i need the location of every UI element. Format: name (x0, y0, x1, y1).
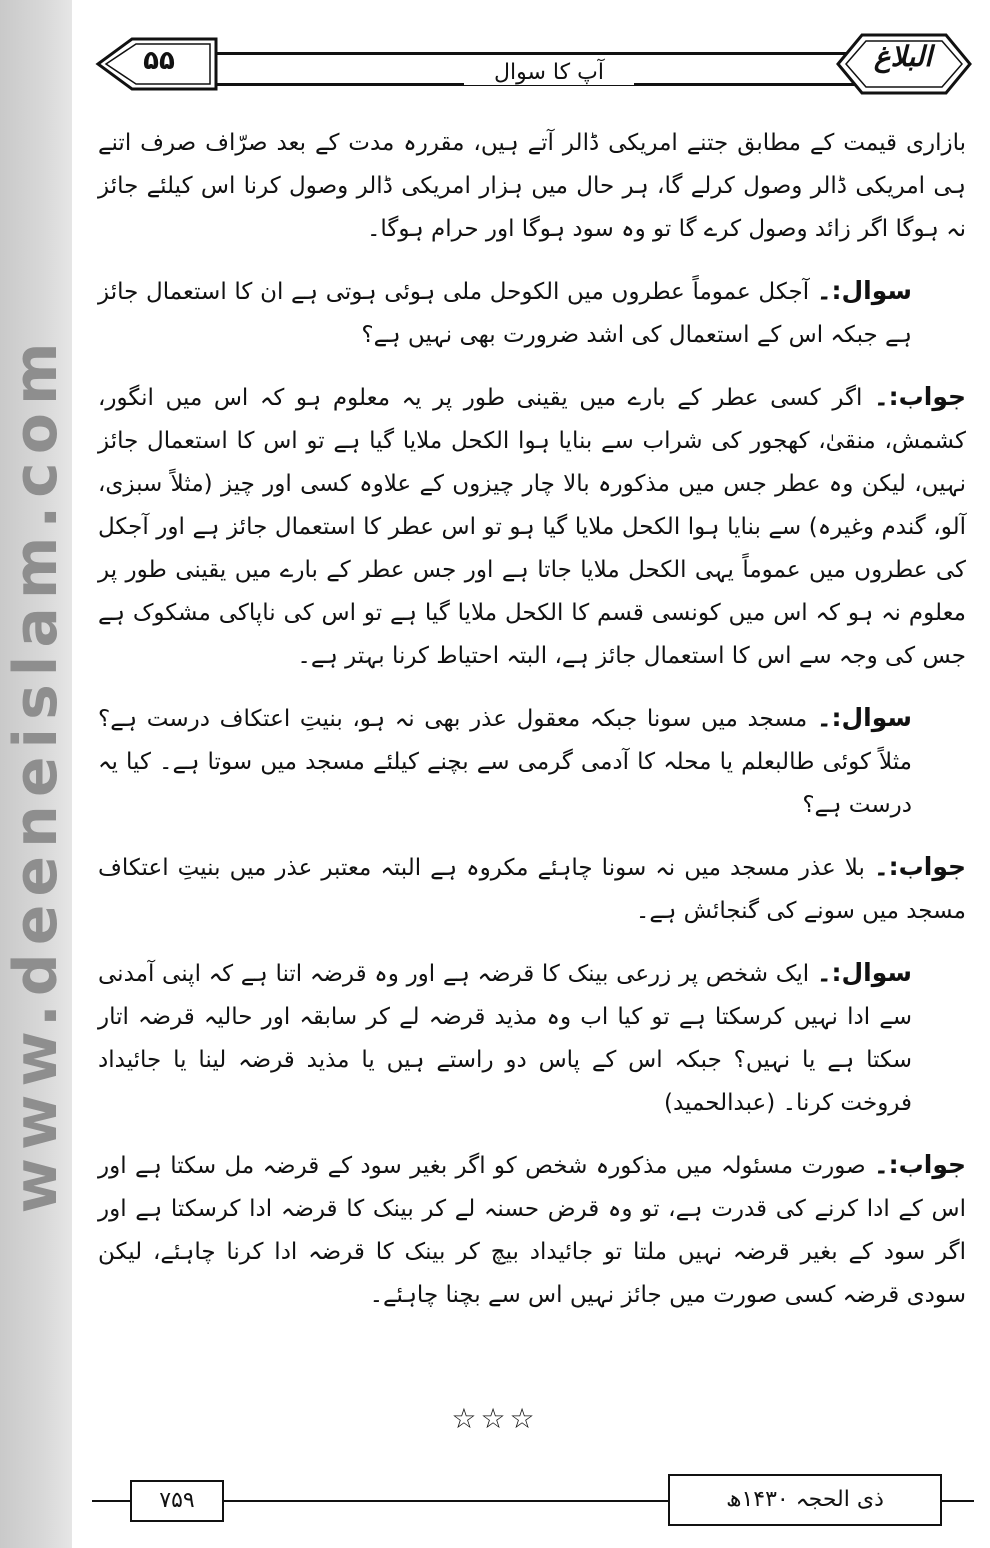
question-paragraph (98, 269, 966, 357)
question-paragraph (98, 696, 966, 827)
answer-paragraph (98, 1143, 966, 1317)
question-label: سوال:۔ (816, 276, 913, 305)
answer-paragraph (98, 845, 966, 933)
question-label: سوال:۔ (816, 958, 912, 987)
section-title: آپ کا سوال (464, 60, 634, 85)
page-header (84, 28, 980, 100)
answer-label: جواب:۔ (873, 382, 967, 411)
answer-text: صورت مسئولہ میں مذکورہ شخص کو اگر بغیر سود کے قرضہ مل سکتا ہے اور اس کے ادا کرنے کی قدرت ہے، تو وہ قرض حسنہ لے کر بینک کا قرضہ ادا کرسکتا ہے اور اگر سود کے بغیر قرضہ نہیں ملتا تو جائیداد بیچ کر بینک کا قرضہ ادا کرنا چاہئے، لیکن سودی قرضہ کسی صورت میں جائز نہیں اس سے بچنا چاہئے۔ (98, 1153, 966, 1308)
paragraph-text: بازاری قیمت کے مطابق جتنے امریکی ڈالر آتے ہیں، مقررہ مدت کے بعد صرّاف صرف اتنے ہی امریکی ڈالر وصول کرلے گا، ہر حال میں ہزار امریکی ڈالر وصول کرنا اس کیلئے جائز نہ ہوگا اگر زائد وصول کرے گا تو وہ سود ہوگا اور حرام ہوگا۔ (98, 130, 966, 242)
question-text: آجکل عموماً عطروں میں الکوحل ملی ہوئی ہوتی ہے ان کا استعمال جائز ہے جبکہ اس کے استعمال کی اشد ضرورت بھی نہیں ہے؟ (98, 279, 912, 348)
footer-page-number: ۷۵۹ (130, 1480, 224, 1522)
end-marker-stars: ☆☆☆ (451, 1402, 539, 1435)
answer-label: جواب:۔ (873, 1150, 967, 1179)
page-number: ۵۵ (143, 46, 175, 76)
question-text: مسجد میں سونا جبکہ معقول عذر بھی نہ ہو، بنیتِ اعتکاف درست ہے؟ مثلاً کوئی طالبعلم یا محلہ کا آدمی گرمی سے بچنے کیلئے مسجد میں سوتا ہے۔ کیا یہ درست ہے؟ (98, 706, 912, 818)
question-label: سوال:۔ (816, 703, 913, 732)
answer-text: بلا عذر مسجد میں نہ سونا چاہئے مکروہ ہے البتہ معتبر عذر میں بنیتِ اعتکاف مسجد میں سونے کی گنجائش ہے۔ (98, 855, 966, 924)
question-paragraph (98, 951, 966, 1125)
question-text: ایک شخص پر زرعی بینک کا قرضہ ہے اور وہ قرضہ اتنا ہے کہ اپنی آمدنی سے ادا نہیں کرسکتا ہے تو کیا اب وہ مذید قرضہ لے کر سابقہ اور حالیہ قرضہ اتار سکتا ہے یا نہیں؟ جبکہ اس کے پاس دو راستے ہیں یا مذید قرضہ لینا یا جائیداد فروخت کرنا۔ (عبدالحمید) (98, 961, 912, 1116)
watermark-strip (0, 0, 72, 1548)
paragraph-continuation (98, 122, 966, 251)
watermark-text: www.deeneislam.com (1, 334, 71, 1214)
article-body (98, 122, 966, 1335)
magazine-logo: البلاغ (873, 40, 933, 73)
answer-text: اگر کسی عطر کے بارے میں یقینی طور پر یہ معلوم ہو کہ اس میں انگور، کشمش، منقیٰ، کھجور کی شراب سے بنایا ہوا الکحل ملایا گیا ہے تو اس کا استعمال جائز نہیں، لیکن وہ عطر جس میں مذکورہ بالا چار چیزوں کے علاوہ کسی اور چیز (مثلاً سبزی، آلو، گندم وغیرہ) سے بنایا ہوا الکحل ملایا گیا ہو تو اس عطر کا استعمال جائز ہے اور آجکل کی عطروں میں عموماً یہی الکحل ملایا جاتا ہے اور جس عطر کے بارے میں یقینی طور پر معلوم نہ ہو کہ اس میں کونسی قسم کا الکحل ملایا گیا ہے تو اس کی ناپاکی مشکوک ہے جس کی وجہ سے اس کا استعمال جائز ہے، البتہ احتیاط کرنا بہتر ہے۔ (98, 385, 966, 669)
footer-issue-date: ذی الحجہ ۱۴۳۰ھ (668, 1474, 942, 1526)
answer-label: جواب:۔ (873, 852, 967, 881)
answer-paragraph (98, 375, 966, 678)
